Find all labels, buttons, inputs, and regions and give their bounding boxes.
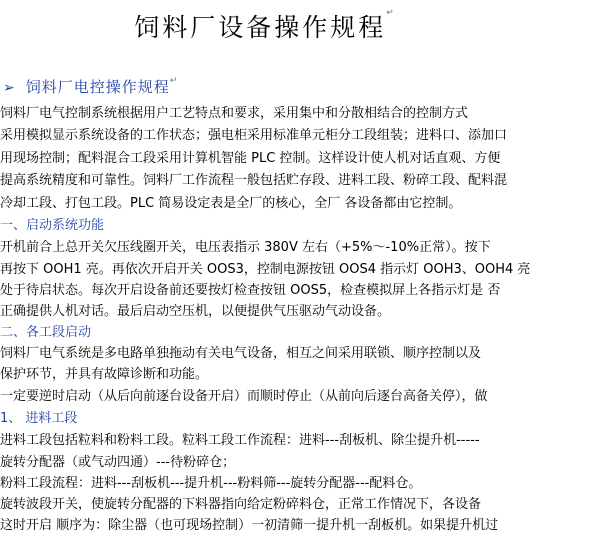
subsection-heading: 一、启动系统功能 [0,218,105,233]
body-line: 进料工段包括粒料和粉料工段。粒料工段工作流程：进料---刮板机、除尘提升机----- [0,433,480,448]
section-heading-text: 饲料厂电控操作规程 [25,78,170,96]
title-text: 饲料厂设备操作规程 [134,13,387,42]
document-title [0,8,531,44]
paragraph-mark-icon: ↵ [169,76,179,86]
paragraph-mark-icon: ↵ [386,8,397,18]
body-line: 开机前合上总开关欠压线圈开关，电压表指示 380V 左右（+5%～-10%正常）。按下 [0,240,491,255]
body-line: 饲料厂电气系统是多电路单独拖动有关电气设备，相互之间采用联锁、顺序控制以及 [0,346,482,361]
body-line: 冷却工段、打包工段。PLC 简易设定表是全厂的核心，全厂 各设备都由它控制。 [0,196,462,211]
arrow-bullet-icon: ➢ [3,80,16,96]
body-line: 用现场控制；配料混合工段采用计算机智能 PLC 控制。这样设计使人机对话直观、方便 [0,151,501,166]
body-line: 保护环节，并具有故障诊断和功能。 [0,367,209,382]
body-line: 旋转分配器（或气动四通）---待粉碎仓； [0,455,236,470]
section-heading [0,76,531,97]
body-line: 饲料厂电气控制系统根据用户工艺特点和要求，采用集中和分散相结合的控制方式 [0,106,469,121]
body-line: 粉料工段流程：进料---刮板机---提升机---粉料筛---旋转分配器---配料仓。 [0,476,422,491]
body-line: 处于待启状态。每次开启设备前还要按灯检查按钮 OOS5，检查模拟屏上各指示灯是 否 [0,283,501,298]
body-line: 一定要逆时启动（从后向前逐台设备开启）而顺时停止（从前向后逐台高备关停），做 [0,389,488,404]
body-line: 这时开启 顺序为：除尘器（也可现场控制）一初清筛一提升机一刮板机。如果提升机过 [0,518,499,533]
body-line: 再按下 OOH1 亮。再依次开启开关 OOS3，控制电源按钮 OOS4 指示灯 OOH3、OOH4 亮 [0,262,531,277]
subsection-heading: 1、 进料工段 [0,411,78,426]
subsection-heading: 二、各工段启动 [0,325,92,340]
body-line: 旋转波段开关，使旋转分配器的下料器指向给定粉碎料仓，正常工作情况下，各设备 [0,497,482,512]
body-line: 采用模拟显示系统设备的工作状态；强电柜采用标准单元柜分工段组装；进料口、添加口 [0,128,508,143]
body-line: 提高系统精度和可靠性。饲料厂工作流程一般包括贮存段、进料工段、粉碎工段、配料混 [0,173,508,188]
body-line: 正确提供人机对话。最后启动空压机，以便提供气压驱动气动设备。 [0,304,391,319]
